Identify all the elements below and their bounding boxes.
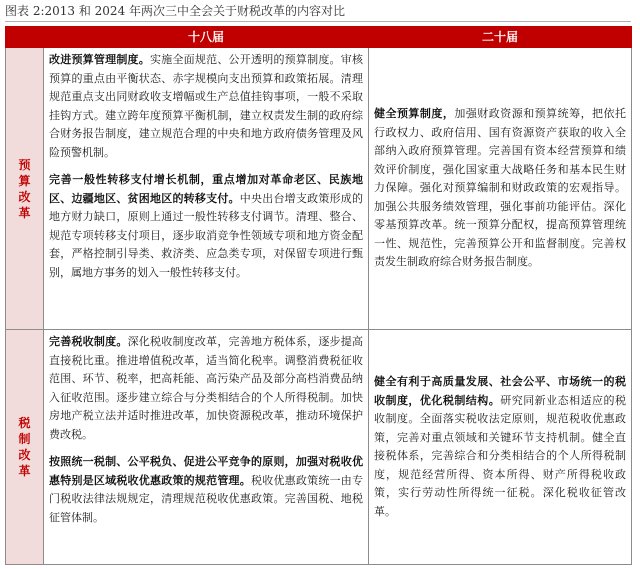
para-text: 加强财政资源和预算统筹，把依托行政权力、政府信用、国有资源资产获取的收入全部纳入政府预算管理。完善国有资本经营预算和绩效评价制度，强化国家重大战略任务和基本民生财力保障。强化对预算编制和财政政策的宏观指导。加强公共服务绩效管理，强化事前功能评估。深化零基预算改革。统一预算分配权，提高预算管理统一性、规范性，完善预算公开和监督制度。完善权责发生制政府综合财务报告制度。: [374, 107, 627, 269]
row-label-char: 革: [18, 205, 31, 220]
para-text: 深化税收制度改革，完善地方税体系，逐步提高直接税比重。推进增值税改革，适当简化税率。调整消费税征收范围、环节、税率，把高耗能、高污染产品及部分高档消费品纳入征收范围。逐步建立综合与分类相结合的个人所得税制。加快房地产税立法并适时推进改革，加快资源税改革，推动环境保护费改税。: [49, 335, 364, 441]
table-header-row: [6, 27, 632, 48]
para-text: 实施全面规范、公开透明的预算制度。审核预算的重点由平衡状态、赤字规模向支出预算和政策拓展。清理规范重点支出同财政收支增幅或生产总值挂钩事项，一般不采取挂钩方式。建立跨年度预算平衡机制，建立权责发生制的政府综合财务报告制度，建立规范合理的中央和地方政府债务管理及风险预警机制。: [49, 53, 363, 159]
row-budget-reform: [6, 48, 632, 330]
para-lead: 改进预算管理制度。: [49, 53, 150, 66]
para-lead: 完善一般性转移支付增长机制，重点增加对革命老区、民族地区、边疆地区、贫困地区的转移支付。: [49, 173, 363, 205]
row-label-tax-reform: [6, 330, 44, 565]
para-lead: 健全预算制度，: [374, 107, 455, 121]
row-label-budget-reform: [6, 48, 44, 330]
budget-20th-cell: [369, 48, 632, 330]
title-divider: [5, 21, 631, 22]
header-18th: 十八届: [44, 27, 369, 48]
para-text: 中央出台增支政策形成的地方财力缺口，原则上通过一般性转移支付调节。清理、整合、规范专项转移支付项目，逐步取消竞争性领域专项和地方资金配套，严格控制引导类、救济类、应急类专项，对保留专项进行甄别，属地方事务的划入一般性转移支付。: [49, 191, 364, 279]
budget-18th-para-1: [49, 51, 363, 162]
tax-20th-para-1: [374, 373, 626, 521]
row-label-char: 改: [18, 189, 31, 204]
header-corner: [6, 27, 44, 48]
tax-18th-para-2: [49, 453, 363, 527]
row-label-char: 制: [18, 432, 31, 446]
row-tax-reform: [6, 330, 632, 565]
tax-18th-cell: [44, 330, 369, 565]
header-20th: 二十届: [369, 27, 632, 48]
tax-20th-cell: [369, 330, 632, 565]
para-text: 研究同新业态相适应的税收制度。全面落实税收法定原则，规范税收优惠政策，完善对重点领域和关键环节支持机制。健全直接税体系，完善综合和分类相结合的个人所得税制度，规范经营所得、资本所得、财产所得税收政策，实行劳动性所得统一征税。深化税收征管改革。: [374, 393, 627, 518]
para-lead: 按照统一税制、公平税负、促进公平竞争的原则，加强对税收优惠特别是区域税收优惠政策的规范管理。: [49, 455, 363, 487]
row-label-char: 预: [18, 157, 31, 172]
tax-18th-para-1: [49, 333, 363, 444]
comparison-table: [5, 26, 632, 565]
para-lead: 健全有利于高质量发展、社会公平、市场统一的税收制度，优化税制结构。: [374, 375, 626, 407]
para-text: 税收优惠政策统一由专门税收法律法规规定，清理规范税收优惠政策。完善国税、地税征管体制。: [49, 473, 363, 524]
row-label-char: 革: [18, 464, 31, 478]
budget-18th-para-2: [49, 171, 363, 282]
figure-title: 图表 2:2013 和 2024 年两次三中全会关于财税改革的内容对比: [5, 4, 346, 18]
para-lead: 完善税收制度。: [49, 335, 128, 348]
budget-20th-para-1: [374, 105, 626, 272]
row-label-char: 算: [18, 173, 31, 188]
row-label-char: 税: [18, 416, 31, 430]
row-label-char: 改: [18, 448, 31, 462]
budget-18th-cell: [44, 48, 369, 330]
